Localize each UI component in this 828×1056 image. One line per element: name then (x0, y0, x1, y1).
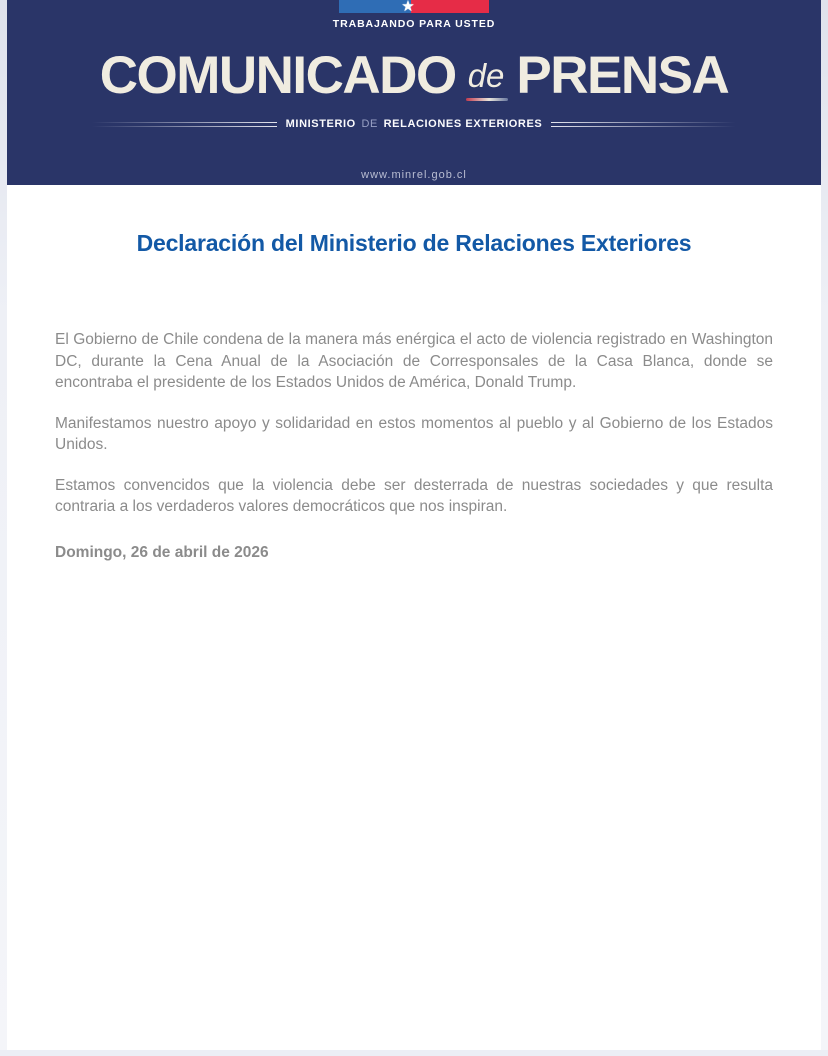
right-rule-lines (551, 122, 736, 127)
flag-red-field (411, 0, 489, 13)
press-release-title (7, 46, 821, 105)
de-underline-accent (466, 98, 509, 101)
document-body (7, 185, 821, 562)
government-tagline: TRABAJANDO PARA USTED (332, 18, 496, 30)
title-word-de: de (468, 59, 505, 92)
paragraph-1: El Gobierno de Chile condena de la manera más enérgica el acto de violencia registrado en Washington DC, durante la Cena Anual de la Asociación de Corresponsales de la Casa Blanca, donde se encontraba el presidente de los Estados Unidos de América, Donald Trump. (55, 331, 773, 392)
date-line: Domingo, 26 de abril de 2026 (55, 543, 269, 561)
ministry-website-url: www.minrel.gob.cl (361, 169, 467, 181)
page-right-edge (821, 0, 828, 1056)
paragraph-2: Manifestamos nuestro apoyo y solidaridad en estos momentos al pueblo y al Gobierno de los Estados Unidos. (55, 414, 773, 454)
title-word-prensa: PRENSA (516, 46, 729, 105)
page-bottom-edge (0, 1050, 828, 1056)
chile-flag-ribbon (339, 0, 489, 13)
letterhead-banner (7, 0, 821, 185)
paragraph-3: Estamos convencidos que la violencia debe ser desterrada de nuestras sociedades y que resulta contraria a los verdaderos valores democráticos que nos inspiran. (55, 476, 773, 516)
ministry-subtitle-row (7, 118, 821, 130)
ministry-subtitle (286, 118, 543, 130)
left-rule-lines (92, 122, 277, 127)
ministry-word1: MINISTERIO (285, 118, 356, 130)
declaration-text (55, 329, 773, 562)
title-word-comunicado: COMUNICADO (99, 46, 456, 105)
declaration-heading: Declaración del Ministerio de Relaciones Exteriores (136, 230, 692, 256)
star-icon: ★ (401, 0, 415, 15)
ministry-word2: DE (361, 118, 378, 130)
ministry-word3: RELACIONES EXTERIORES (383, 118, 543, 130)
page-left-edge (0, 0, 7, 1056)
flag-blue-field (339, 0, 411, 13)
